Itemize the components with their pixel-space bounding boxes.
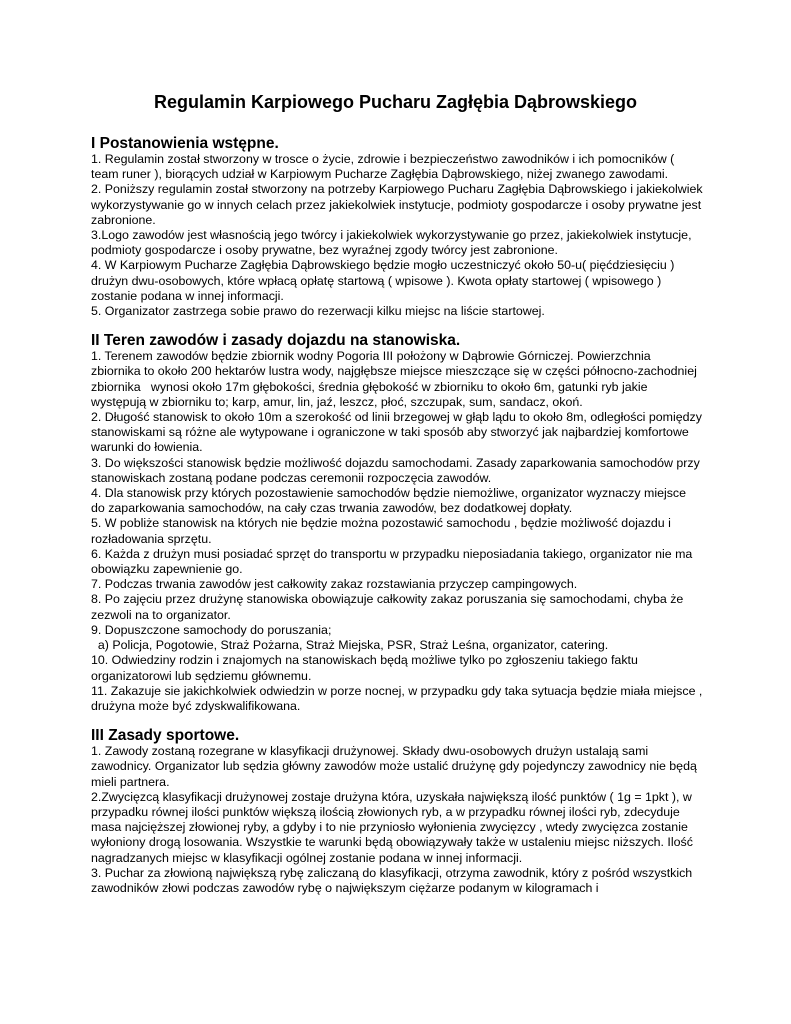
- paragraph: 2. Długość stanowisk to około 10m a szerokość od linii brzegowej w głąb lądu to około 8m, odległości pomiędzy stanowiskami są różne ale wytypowane i ograniczone w taki sposób aby stworzyć jak najbardziej komfortowe warunki do łowienia.: [91, 410, 706, 455]
- paragraph: 2.Zwycięzcą klasyfikacji drużynowej zostaje drużyna która, uzyskała największą ilość punktów ( 1g = 1pkt ), w przypadku równej ilości punktów większą ilością złowionych ryb, a w przypadku równej ilości ryb, zdecyduje masa najcięższej złowionej ryby, a gdyby i to nie przyniosło wyłonienia zwycięzcy , wtedy zwycięzca zostanie wyłoniony drogą losowania. Wszystkie te warunki będą obowiązywały także w ustaleniu miejsc niższych. Ilość nagradzanych miejsc w klasyfikacji ogólnej zostanie podana w innej informacji.: [91, 789, 697, 865]
- paragraph: 1. Terenem zawodów będzie zbiornik wodny Pogoria III położony w Dąbrowie Górniczej. Powierzchnia zbiornika to około 200 hektarów lustra wody, najgłębsze miejsce mieszczące się w części północno-zachodniej zbiornika wynosi około 17m głębokości, średnia głębokość w zbiorniku to około 6m, gatunki ryb jakie występują w zbiorniku to; karp, amur, lin, jaź, leszcz, płoć, szczupak, sum, sandacz, okoń.: [91, 349, 701, 409]
- section-3: [91, 727, 703, 896]
- paragraph: 3. Puchar za złowioną największą rybę zaliczaną do klasyfikacji, otrzyma zawodnik, który z pośród wszystkich zawodników złowi podczas zawodów rybę o największym ciężarze podanym w kilogramach i: [91, 865, 696, 895]
- paragraph: 3.Logo zawodów jest własnością jego twórcy i jakiekolwiek wykorzystywanie go przez, jakiekolwiek instytucje, podmioty gospodarcze i osoby prywatne, bez wyraźnej zgody twórcy jest zabronione.: [91, 228, 695, 258]
- paragraph: 4. W Karpiowym Pucharze Zagłębia Dąbrowskiego będzie mogło uczestniczyć około 50-u( pięćdziesięciu ) drużyn dwu-osobowych, które wpłacą opłatę startową ( wpisowe ). Kwota opłaty startowej ( wpisowego ) zostanie podana w innej informacji.: [91, 258, 678, 303]
- paragraph: 7. Podczas trwania zawodów jest całkowity zakaz rozstawiania przyczep campingowych.: [91, 577, 578, 592]
- paragraph: 11. Zakazuje sie jakichkolwiek odwiedzin w porze nocnej, w przypadku gdy taka sytuacja będzie miała miejsce , drużyna może być zdyskwalifikowana.: [91, 683, 706, 713]
- document-body: [91, 135, 707, 909]
- paragraph: 5. Organizator zastrzega sobie prawo do rezerwacji kilku miejsc na liście startowej.: [91, 304, 545, 319]
- section-heading: II Teren zawodów i zasady dojazdu na stanowiska.: [91, 332, 461, 350]
- paragraph: 9. Dopuszczone samochody do poruszania;: [91, 622, 332, 637]
- paragraph: 4. Dla stanowisk przy których pozostawienie samochodów będzie niemożliwe, organizator wyznaczy miejsce do zaparkowania samochodów, na cały czas trwania zawodów, bez dodatkowej dopłaty.: [91, 486, 690, 516]
- paragraph: 6. Każda z drużyn musi posiadać sprzęt do transportu w przypadku nieposiadania takiego, organizator nie ma obowiązku zapewnienie go.: [91, 546, 696, 577]
- paragraph: 5. W pobliże stanowisk na których nie będzie można pozostawić samochodu , będzie możliwość dojazdu i rozładowania sprzętu.: [91, 516, 675, 546]
- document-title: Regulamin Karpiowego Pucharu Zagłębia Dąbrowskiego: [153, 92, 638, 112]
- paragraph: 1. Zawody zostaną rozegrane w klasyfikacji drużynowej. Składy dwu-osobowych drużyn ustalają sami zawodnicy. Organizator lub sędzia główny zawodów może ustalić drużynę gdy pojedynczy zawodnicy nie będą mieli partnera.: [91, 744, 701, 789]
- section-2: [91, 332, 706, 714]
- paragraph: 3. Do większości stanowisk będzie możliwość dojazdu samochodami. Zasady zaparkowania samochodów przy stanowiskach zostaną podane podczas ceremonii rozpoczęcia zawodów.: [91, 455, 704, 485]
- paragraph: a) Policja, Pogotowie, Straż Pożarna, Straż Miejska, PSR, Straż Leśna, organizator, catering.: [91, 638, 609, 653]
- paragraph: 2. Poniższy regulamin został stworzony na potrzeby Karpiowego Pucharu Zagłębia Dąbrowskiego i jakiekolwiek wykorzystywanie go w innych celach przez jakiekolwiek instytucje, podmioty gospodarcze i osoby prywatne jest zabronione.: [91, 182, 707, 227]
- paragraph: 8. Po zajęciu przez drużynę stanowiska obowiązuje całkowity zakaz poruszania się samochodami, chyba że zezwoli na to organizator.: [91, 592, 687, 622]
- paragraph: 1. Regulamin został stworzony w trosce o życie, zdrowie i bezpieczeństwo zawodników i ich pomocników ( team runer ), biorących udział w Karpiowym Pucharze Zagłębia Dąbrowskiego, niżej zwanego zawodami.: [91, 152, 678, 182]
- section-1: [91, 135, 707, 319]
- section-heading: III Zasady sportowe.: [91, 727, 240, 745]
- paragraph: 10. Odwiedziny rodzin i znajomych na stanowiskach będą możliwe tylko po zgłoszeniu takiego faktu organizatorowi lub sędziemu głównemu.: [91, 653, 642, 683]
- section-heading: I Postanowienia wstępne.: [91, 135, 279, 152]
